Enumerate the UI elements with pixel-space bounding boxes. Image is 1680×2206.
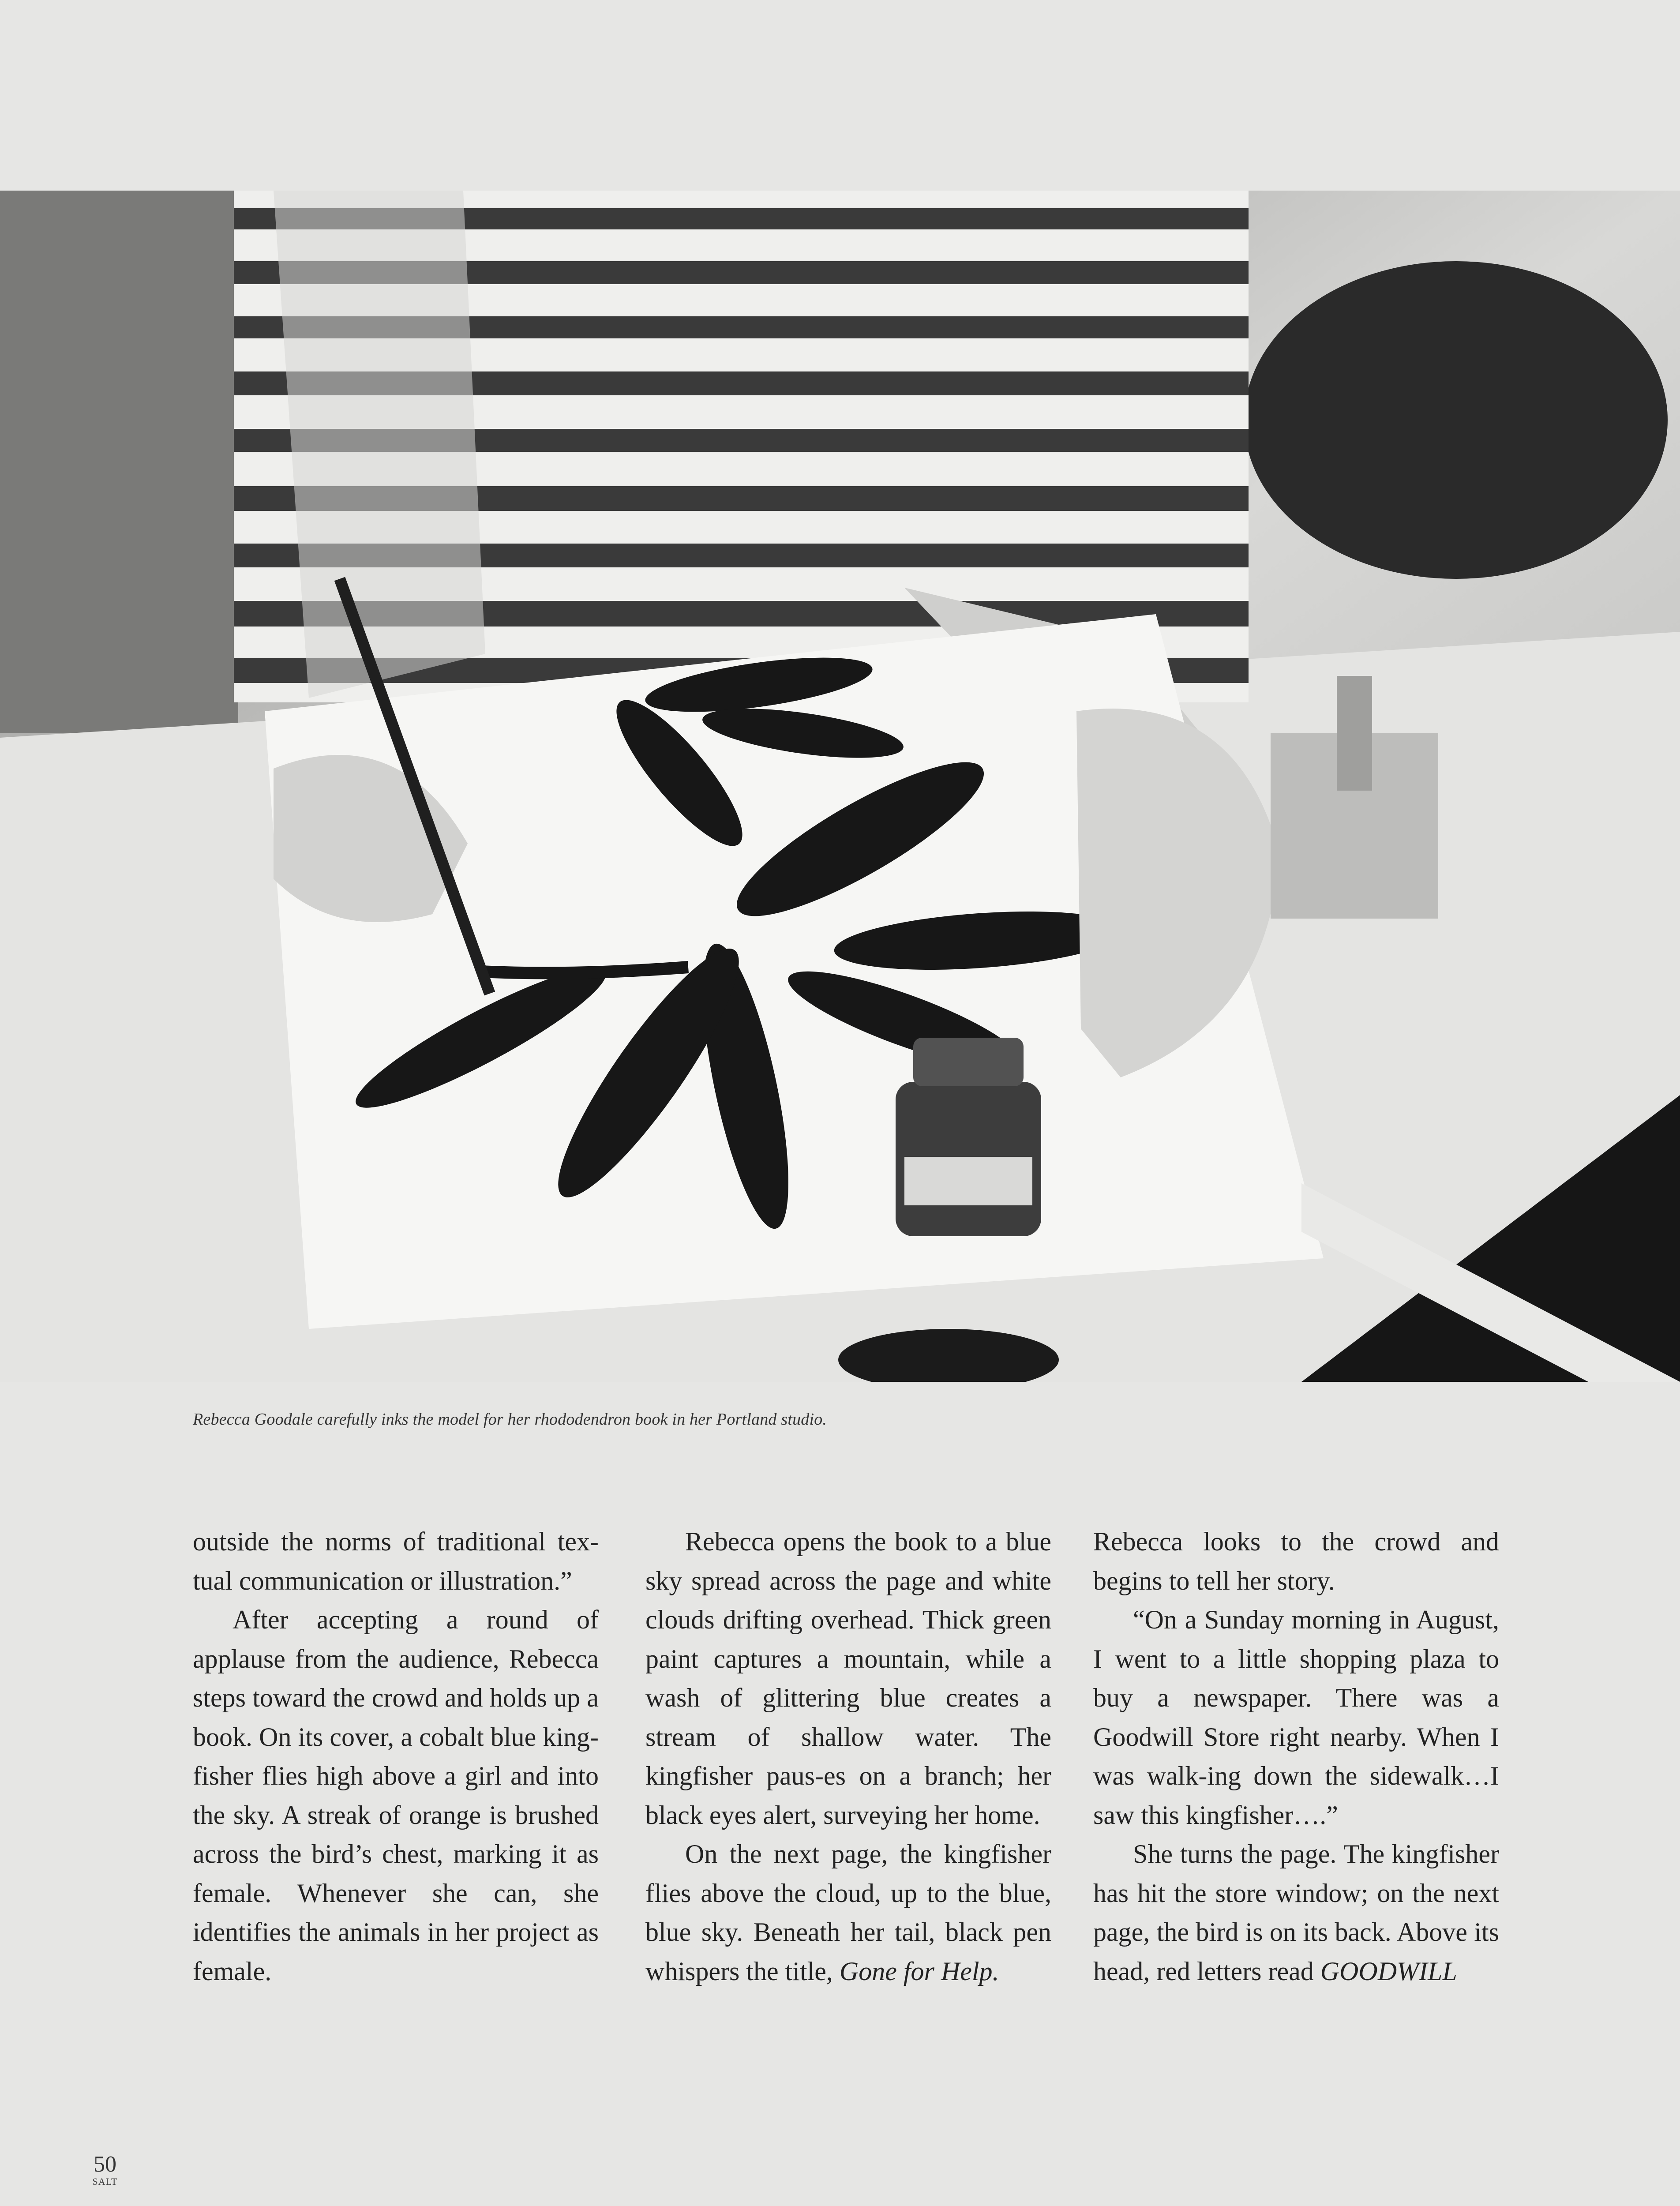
magazine-name: SALT xyxy=(92,2176,118,2187)
article-photo xyxy=(0,191,1680,1382)
paragraph xyxy=(1093,1835,1499,1991)
inking-studio-photo xyxy=(0,191,1680,1382)
paragraph: outside the norms of traditional tex-tual communication or illustration.” xyxy=(193,1527,599,1595)
paragraph: Rebecca looks to the crowd and begins to tell her story. xyxy=(1093,1527,1499,1595)
photo-caption: Rebecca Goodale carefully inks the model for her rhododendron book in her Portland studio. xyxy=(193,1410,827,1429)
paragraph-text: She turns the page. The kingfisher has hit the store window; on the next page, the bird is on its back. Above its head, red letters read xyxy=(1093,1839,1499,1986)
paragraph: After accepting a round of applause from the audience, Rebecca steps toward the crowd and holds up a book. On its cover, a cobalt blue king-fisher flies high above a girl and into the sky. A streak of orange is brushed across the bird’s chest, marking it as female. Whenever she can, she identifies the animals in her project as female. xyxy=(193,1605,599,1986)
folio xyxy=(85,2153,125,2187)
page-number: 50 xyxy=(94,2152,116,2177)
paragraph-text: On the next page, the kingfisher flies above the cloud, up to the blue, blue sky. Beneath her tail, black pen whispers the title, xyxy=(645,1839,1051,1986)
store-sign-text: GOODWILL xyxy=(1320,1956,1457,1986)
paragraph: “On a Sunday morning in August, I went to a little shopping plaza to buy a newspaper. There was a Goodwill Store right nearby. When I was walk-ing down the sidewalk…I saw this kingfisher….” xyxy=(1093,1605,1499,1830)
paragraph xyxy=(645,1835,1051,1991)
article-column-1 xyxy=(193,1522,599,1991)
article-column-3 xyxy=(1093,1522,1499,1991)
article-column-2 xyxy=(645,1522,1051,1991)
paragraph: Rebecca opens the book to a blue sky spread across the page and white clouds drifting overhead. Thick green paint captures a mountain, while a wash of glittering blue creates a stream of shallow water. The kingfisher paus-es on a branch; her black eyes alert, surveying her home. xyxy=(645,1527,1051,1830)
book-title: Gone for Help. xyxy=(839,1956,999,1986)
